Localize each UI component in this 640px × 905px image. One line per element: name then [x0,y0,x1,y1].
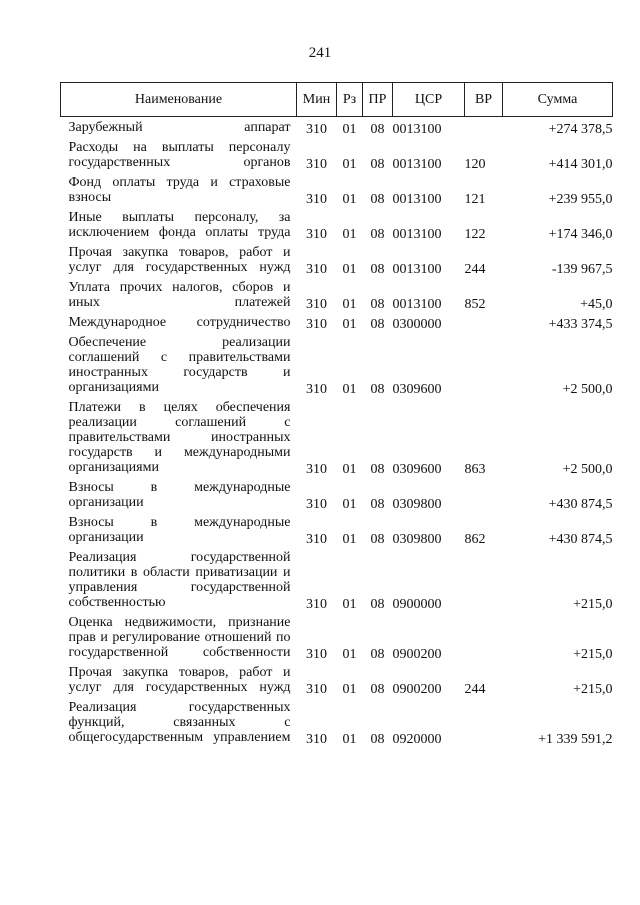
budget-table [60,82,613,747]
row-name-cell [61,697,297,747]
row-name-cell [61,137,297,172]
row-csr: 0309800 [392,532,442,547]
row-name: Взносы в международные организации [68,515,291,545]
row-name-cell [61,332,297,397]
row-min: 310 [306,192,327,207]
table-row [61,477,613,512]
row-sum: +433 374,5 [548,317,613,332]
row-rz: 01 [342,227,357,242]
header-pr: ПР [363,83,393,117]
row-name-cell [61,172,297,207]
row-pr: 08 [370,227,385,242]
row-name: Реализация государственных функций, связанных с общегосударственным управлением [68,700,291,745]
table-row [61,547,613,612]
table-row [61,662,613,697]
row-pr: 08 [370,122,385,137]
row-min: 310 [306,647,327,662]
row-vr: 862 [464,532,486,547]
row-rz: 01 [342,382,357,397]
row-name-cell [61,612,297,662]
row-min: 310 [306,297,327,312]
row-name: Платежи в целях обеспечения реализации соглашений с правительствами иностранных государств и международными организациями [68,400,291,475]
row-pr: 08 [370,317,385,332]
row-sum: +239 955,0 [548,192,613,207]
row-vr: 122 [464,227,486,242]
table-row [61,697,613,747]
row-sum: +215,0 [573,647,613,662]
row-rz: 01 [342,462,357,477]
row-vr [465,547,503,612]
table-row [61,312,613,332]
row-pr: 08 [370,597,385,612]
row-min: 310 [306,382,327,397]
row-name-cell [61,207,297,242]
row-csr: 0900200 [392,682,442,697]
row-name-cell [61,117,297,138]
row-pr: 08 [370,532,385,547]
row-name: Прочая закупка товаров, работ и услуг для государственных нужд [68,245,291,275]
row-min: 310 [306,317,327,332]
row-rz: 01 [342,317,357,332]
row-min: 310 [306,122,327,137]
row-pr: 08 [370,682,385,697]
table-row [61,172,613,207]
row-rz: 01 [342,532,357,547]
row-rz: 01 [342,157,357,172]
row-name-cell [61,242,297,277]
row-rz: 01 [342,732,357,747]
row-vr: 244 [464,682,486,697]
row-name: Реализация государственной политики в области приватизации и управления государственной собственностью [68,550,291,610]
row-sum: +45,0 [580,297,613,312]
row-pr: 08 [370,462,385,477]
row-csr: 0900000 [392,597,442,612]
header-csr: ЦСР [393,83,465,117]
row-rz: 01 [342,297,357,312]
row-csr: 0013100 [392,227,442,242]
row-min: 310 [306,732,327,747]
table-row [61,117,613,138]
table-row [61,242,613,277]
row-sum: +174 346,0 [548,227,613,242]
row-pr: 08 [370,647,385,662]
table-row [61,207,613,242]
row-csr: 0920000 [392,732,442,747]
row-vr [465,332,503,397]
row-vr [465,697,503,747]
row-sum: +430 874,5 [548,532,613,547]
row-pr: 08 [370,192,385,207]
row-name-cell [61,662,297,697]
row-vr: 120 [464,157,486,172]
row-csr: 0013100 [392,192,442,207]
table-row [61,612,613,662]
row-name: Уплата прочих налогов, сборов и иных платежей [68,280,291,310]
header-name: Наименование [61,83,297,117]
row-vr [465,117,503,138]
table-row [61,397,613,477]
row-csr: 0013100 [392,297,442,312]
row-name-cell [61,512,297,547]
row-name: Расходы на выплаты персоналу государственных органов [68,140,291,170]
row-pr: 08 [370,382,385,397]
row-csr: 0300000 [392,317,442,332]
row-vr [465,477,503,512]
row-name: Международное сотрудничество [68,315,291,330]
row-min: 310 [306,262,327,277]
row-name: Прочая закупка товаров, работ и услуг для государственных нужд [68,665,291,695]
row-rz: 01 [342,597,357,612]
row-sum: +430 874,5 [548,497,613,512]
row-vr [465,312,503,332]
row-min: 310 [306,497,327,512]
row-sum: -139 967,5 [551,262,613,277]
row-name: Взносы в международные организации [68,480,291,510]
row-pr: 08 [370,157,385,172]
table-header-row [61,83,613,117]
table-body [61,117,613,748]
row-pr: 08 [370,262,385,277]
row-vr: 121 [464,192,486,207]
row-rz: 01 [342,682,357,697]
header-sum: Сумма [503,83,613,117]
row-rz: 01 [342,262,357,277]
row-sum: +215,0 [573,597,613,612]
page-number: 241 [308,45,332,61]
header-rz: Рз [337,83,363,117]
row-rz: 01 [342,192,357,207]
row-min: 310 [306,532,327,547]
row-name: Оценка недвижимости, признание прав и регулирование отношений по государственной собственности [68,615,291,660]
row-name-cell [61,397,297,477]
row-name: Фонд оплаты труда и страховые взносы [68,175,291,205]
row-sum: +414 301,0 [548,157,613,172]
row-vr: 244 [464,262,486,277]
row-min: 310 [306,682,327,697]
row-csr: 0013100 [392,262,442,277]
row-pr: 08 [370,732,385,747]
table-row [61,332,613,397]
row-min: 310 [306,597,327,612]
row-sum: +2 500,0 [562,382,613,397]
row-csr: 0013100 [392,122,442,137]
row-name: Обеспечение реализации соглашений с правительствами иностранных государств и организациями [68,335,291,395]
row-name: Зарубежный аппарат [68,120,291,135]
row-name: Иные выплаты персоналу, за исключением фонда оплаты труда [68,210,291,240]
row-min: 310 [306,227,327,242]
row-csr: 0309600 [392,382,442,397]
row-sum: +1 339 591,2 [538,732,613,747]
row-csr: 0309800 [392,497,442,512]
row-rz: 01 [342,647,357,662]
header-min: Мин [297,83,337,117]
row-name-cell [61,312,297,332]
row-name-cell [61,477,297,512]
row-rz: 01 [342,122,357,137]
row-sum: +2 500,0 [562,462,613,477]
table-row [61,512,613,547]
row-pr: 08 [370,297,385,312]
row-rz: 01 [342,497,357,512]
header-vr: ВР [465,83,503,117]
row-pr: 08 [370,497,385,512]
row-csr: 0309600 [392,462,442,477]
row-min: 310 [306,157,327,172]
row-sum: +274 378,5 [548,122,613,137]
row-vr: 863 [464,462,486,477]
row-name-cell [61,277,297,312]
row-csr: 0013100 [392,157,442,172]
row-vr [465,612,503,662]
row-vr: 852 [464,297,486,312]
table-row [61,277,613,312]
table-row [61,137,613,172]
row-sum: +215,0 [573,682,613,697]
row-name-cell [61,547,297,612]
row-min: 310 [306,462,327,477]
row-csr: 0900200 [392,647,442,662]
